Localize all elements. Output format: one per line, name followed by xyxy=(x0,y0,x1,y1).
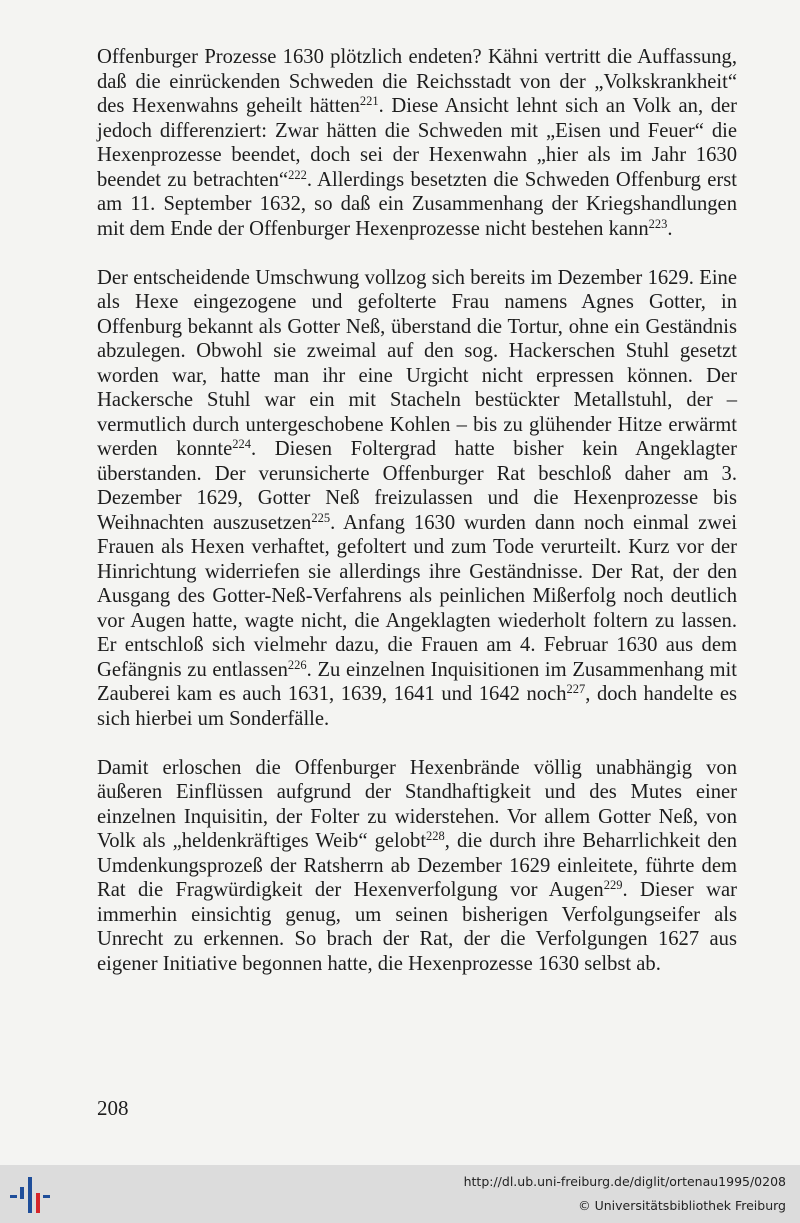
footnote-ref: 229 xyxy=(603,878,623,892)
paragraph xyxy=(97,756,737,977)
copyright-notice: © Universitätsbibliothek Freiburg xyxy=(578,1198,786,1213)
text-run: . Diesen Foltergrad hatte bisher kein Angeklagter überstanden. Der verunsicherte Offenburger Rat beschloß daher am 3. Dezember 1629, Gotter Neß freizulassen und die Hexenprozesse bis Weihnachten auszusetzen xyxy=(97,438,737,534)
footer-bar xyxy=(0,1165,800,1223)
paragraph xyxy=(97,266,737,732)
text-run: . xyxy=(667,217,673,240)
text-run: . Zu einzelnen Inquisitionen im Zusammenhang mit Zauberei kam es auch 1631, 1639, 1641 und 1642 noch xyxy=(97,658,738,705)
text-run: . Allerdings besetzten die Schweden Offenburg erst am 11. September 1632, so daß ein Zusammenhang der Kriegshandlungen mit dem Ende der Offenburger Hexenprozesse nicht bestehen kann xyxy=(97,168,737,240)
text-run: Der entscheidende Umschwung vollzog sich bereits im Dezember 1629. Eine als Hexe eingezogene und gefolterte Frau namens Agnes Gotter, in Offenburg bekannt als Gotter Neß, überstand die Tortur, ohne ein Geständnis abzulegen. Obwohl sie zweimal auf den sog. Hackerschen Stuhl gesetzt worden war, hatte man ihr eine Urgicht nicht erpressen können. Der Hackersche Stuhl war ein mit Stacheln bestückter Metallstuhl, der – vermutlich durch untergeschobene Kohlen – bis zu glühender Hitze erwärmt werden konnte xyxy=(97,266,737,460)
permalink-url[interactable]: http://dl.ub.uni-freiburg.de/diglit/ortenau1995/0208 xyxy=(463,1174,786,1189)
footnote-ref: 221 xyxy=(359,94,379,108)
footnote-ref: 228 xyxy=(426,829,445,843)
body-text xyxy=(97,45,737,976)
text-run: . Dieser war immerhin einsichtig genug, um seinen bisherigen Verfolgungseifer als Unrecht zu erkennen. So brach der Rat, der die Verfolgungen 1627 aus eigener Initiative begonnen hatte, die Hexenprozesse 1630 selbst ab. xyxy=(97,879,737,975)
footnote-ref: 227 xyxy=(566,682,586,696)
text-run: , doch handelte es sich hierbei um Sonderfälle. xyxy=(97,683,737,730)
text-run: , die durch ihre Beharrlichkeit den Umdenkungsprozeß der Ratsherrn ab Dezember 1629 einleitete, führte dem Rat die Fragwürdigkeit der Hexenverfolgung vor Augen xyxy=(97,830,737,901)
page-number: 208 xyxy=(97,1096,129,1120)
footnote-ref: 224 xyxy=(232,437,252,451)
text-run: . Anfang 1630 wurden dann noch einmal zwei Frauen als Hexen verhaftet, gefoltert und zum Tode verurteilt. Kurz vor der Hinrichtung widerriefen sie allerdings ihre Geständnisse. Der Rat, der den Ausgang des Gotter-Neß-Verfahrens als peinlichen Mißerfolg noch deutlich vor Augen hatte, wagte nicht, die Angeklagten wiederholt foltern zu lassen. Er entschloß sich vielmehr dazu, die Frauen am 4. Februar 1630 aus dem Gefängnis zu entlassen xyxy=(97,511,737,681)
paragraph xyxy=(97,45,737,241)
footnote-ref: 223 xyxy=(648,216,668,231)
footnote-ref: 225 xyxy=(311,510,331,525)
footnote-ref: 226 xyxy=(287,657,307,672)
text-run: Damit erloschen die Offenburger Hexenbrände völlig unabhängig von äußeren Einflüssen aufgrund der Standhaftigkeit und des Mutes einer einzelnen Inquisitin, der Folter zu widerstehen. Vor allem Gotter Neß, von Volk als „heldenkräftiges Weib“ gelobt xyxy=(97,756,737,852)
footnote-ref: 222 xyxy=(288,167,307,182)
ub-freiburg-logo-icon[interactable] xyxy=(10,1173,54,1217)
text-run: Offenburger Prozesse 1630 plötzlich endeten? Kähni vertritt die Auffassung, daß die einrückenden Schweden die Reichsstadt von der „Volkskrankheit“ des Hexenwahns geheilt hätten xyxy=(97,46,737,117)
text-run: . Diese Ansicht lehnt sich an Volk an, der jedoch differenziert: Zwar hätten die Schweden mit „Eisen und Feuer“ die Hexenprozesse beendet, doch sei der Hexenwahn „hier als im Jahr 1630 beendet zu betrachten“ xyxy=(97,95,737,191)
